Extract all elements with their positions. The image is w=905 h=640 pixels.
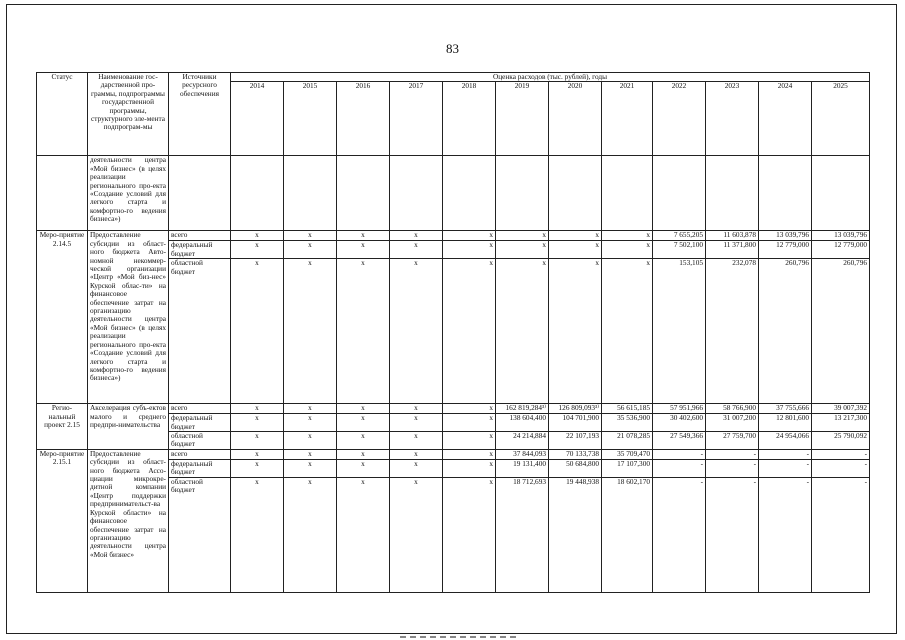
value-cell: 21 078,285 [602, 432, 653, 450]
value-cell: 11 603,878 [706, 231, 759, 241]
value-cell: x [284, 231, 337, 241]
value-cell: 24 214,884 [496, 432, 549, 450]
value-cell: x [443, 241, 496, 259]
year-header-2016: 2016 [337, 82, 390, 156]
value-cell: x [602, 241, 653, 259]
value-cell: - [759, 459, 812, 477]
value-cell: 50 684,800 [549, 459, 602, 477]
value-cell: 25 790,092 [812, 432, 870, 450]
value-cell: x [284, 477, 337, 592]
value-cell: x [284, 259, 337, 404]
value-cell: x [443, 404, 496, 414]
value-cell: x [549, 231, 602, 241]
value-cell: - [653, 449, 706, 459]
source-cell: областной бюджет [169, 477, 231, 592]
source-cell: областной бюджет [169, 259, 231, 404]
value-cell: 104 701,900 [549, 414, 602, 432]
value-cell: x [337, 432, 390, 450]
value-cell: x [337, 259, 390, 404]
value-cell: x [390, 404, 443, 414]
value-cell: 57 951,966 [653, 404, 706, 414]
value-cell: 126 809,093³⁾ [549, 404, 602, 414]
year-header-2024: 2024 [759, 82, 812, 156]
year-header-2018: 2018 [443, 82, 496, 156]
value-cell: x [231, 432, 284, 450]
source-cell: всего [169, 231, 231, 241]
year-header-2014: 2014 [231, 82, 284, 156]
value-cell: 260,796 [812, 259, 870, 404]
value-cell: x [602, 259, 653, 404]
value-cell: x [337, 459, 390, 477]
value-cell: - [653, 459, 706, 477]
table-row [37, 231, 870, 241]
value-cell: x [443, 432, 496, 450]
year-header-2017: 2017 [390, 82, 443, 156]
year-header-2022: 2022 [653, 82, 706, 156]
status-cell: Регио-нальный проект 2.15 [37, 404, 88, 450]
value-cell: 260,796 [759, 259, 812, 404]
value-cell: x [496, 241, 549, 259]
value-cell: x [602, 231, 653, 241]
table-row [37, 449, 870, 459]
value-cell: 37 755,666 [759, 404, 812, 414]
scan-artifact [400, 636, 520, 638]
value-cell: x [231, 414, 284, 432]
header-status: Статус [37, 73, 88, 156]
value-cell: 27 759,700 [706, 432, 759, 450]
year-header-2021: 2021 [602, 82, 653, 156]
value-cell: x [390, 459, 443, 477]
source-cell: федеральный бюджет [169, 414, 231, 432]
year-header-2019: 2019 [496, 82, 549, 156]
value-cell: 22 107,193 [549, 432, 602, 450]
source-cell: федеральный бюджет [169, 241, 231, 259]
value-cell: x [337, 449, 390, 459]
year-header-2025: 2025 [812, 82, 870, 156]
value-cell: x [284, 449, 337, 459]
value-cell: x [443, 414, 496, 432]
value-cell: x [231, 404, 284, 414]
value-cell: 13 039,796 [812, 231, 870, 241]
value-cell: 12 779,000 [759, 241, 812, 259]
value-cell: x [284, 241, 337, 259]
name-cell: Предоставление субсидии из област-ного бюджета Авто-номной некоммер-ческой организации «Центр «Мой биз-нес» Курской облас-ти» на финансовое обеспечение затрат на организацию деятельности центра «Мой бизнес» (в целях реализации регионального про-екта «Создание условий для легкого старта и комфортно-го ведения бизнеса») [88, 231, 169, 404]
source-cell: всего [169, 449, 231, 459]
value-cell: x [284, 414, 337, 432]
value-cell: 138 604,400 [496, 414, 549, 432]
value-cell: x [443, 231, 496, 241]
status-cell: Меро-приятие 2.14.5 [37, 231, 88, 404]
value-cell: 7 655,205 [653, 231, 706, 241]
value-cell: x [443, 259, 496, 404]
value-cell: x [496, 259, 549, 404]
value-cell: x [337, 231, 390, 241]
value-cell: 17 107,300 [602, 459, 653, 477]
value-cell: - [759, 477, 812, 592]
value-cell: 39 007,392 [812, 404, 870, 414]
status-cell [37, 156, 88, 231]
value-cell: 27 549,366 [653, 432, 706, 450]
budget-table [36, 72, 870, 593]
value-cell: 12 801,600 [759, 414, 812, 432]
value-cell: x [284, 459, 337, 477]
page-number: 83 [446, 41, 459, 56]
value-cell: x [231, 477, 284, 592]
table-row [37, 404, 870, 414]
value-cell: x [390, 432, 443, 450]
value-cell: - [812, 459, 870, 477]
value-cell: 19 131,400 [496, 459, 549, 477]
value-cell: x [443, 449, 496, 459]
year-header-2023: 2023 [706, 82, 759, 156]
value-cell: - [812, 477, 870, 592]
value-cell: x [337, 414, 390, 432]
value-cell: x [231, 449, 284, 459]
header-sources: Источники ресурсного обеспечения [169, 73, 231, 156]
value-cell: 11 371,800 [706, 241, 759, 259]
value-cell: - [759, 449, 812, 459]
value-cell: 18 602,170 [602, 477, 653, 592]
value-cell: 70 133,738 [549, 449, 602, 459]
value-cell: 232,078 [706, 259, 759, 404]
value-cell: 13 039,796 [759, 231, 812, 241]
value-cell: x [390, 231, 443, 241]
continuation-name: деятельности центра «Мой бизнес» (в целях реализации регионального про-екта «Создание условий для легкого старта и комфортно-го ведения бизнеса») [88, 156, 169, 231]
value-cell: x [337, 477, 390, 592]
value-cell: x [390, 414, 443, 432]
status-cell: Меро-приятие 2.15.1 [37, 449, 88, 592]
value-cell: - [706, 477, 759, 592]
value-cell: 13 217,300 [812, 414, 870, 432]
value-cell: - [706, 449, 759, 459]
value-cell: 31 007,200 [706, 414, 759, 432]
value-cell: - [653, 477, 706, 592]
source-cell: областной бюджет [169, 432, 231, 450]
value-cell: - [706, 459, 759, 477]
value-cell: 7 502,100 [653, 241, 706, 259]
value-cell: 56 615,185 [602, 404, 653, 414]
value-cell: x [231, 259, 284, 404]
value-cell: x [496, 231, 549, 241]
value-cell: 12 779,000 [812, 241, 870, 259]
value-cell: x [284, 432, 337, 450]
value-cell: 30 402,600 [653, 414, 706, 432]
name-cell: Предоставление субсидии из област-ного бюджета Ассо-циации микрокре-дитной компании «Центр поддержки предпринимательст-ва Курской области» на финансовое обеспечение затрат на организацию деятельности центра «Мой бизнес» [88, 449, 169, 592]
value-cell: 35 709,470 [602, 449, 653, 459]
value-cell: x [231, 231, 284, 241]
year-header-2020: 2020 [549, 82, 602, 156]
value-cell: x [390, 259, 443, 404]
value-cell: x [231, 241, 284, 259]
value-cell: x [390, 477, 443, 592]
year-header-2015: 2015 [284, 82, 337, 156]
source-cell: федеральный бюджет [169, 459, 231, 477]
value-cell: 35 536,900 [602, 414, 653, 432]
value-cell: x [390, 449, 443, 459]
value-cell: x [549, 259, 602, 404]
value-cell: 153,105 [653, 259, 706, 404]
value-cell: x [231, 459, 284, 477]
value-cell: x [337, 404, 390, 414]
value-cell: 19 448,938 [549, 477, 602, 592]
header-estimate: Оценка расходов (тыс. рублей), годы [231, 73, 870, 82]
source-cell [169, 156, 231, 231]
continuation-row [37, 156, 870, 231]
table-body [37, 156, 870, 592]
value-cell: 58 766,900 [706, 404, 759, 414]
value-cell: 24 954,066 [759, 432, 812, 450]
value-cell: 37 844,093 [496, 449, 549, 459]
value-cell: x [443, 477, 496, 592]
value-cell: 18 712,693 [496, 477, 549, 592]
header-name: Наименование гос-дарственной про-граммы, подпрограммы государственной программы, структурного эле-мента подпрограм-мы [88, 73, 169, 156]
value-cell: x [390, 241, 443, 259]
value-cell: - [812, 449, 870, 459]
value-cell: x [443, 459, 496, 477]
source-cell: всего [169, 404, 231, 414]
value-cell: x [549, 241, 602, 259]
value-cell: x [337, 241, 390, 259]
name-cell: Акселерация субъ-ектов малого и среднего предпри-нимательства [88, 404, 169, 450]
value-cell: 162 819,284³⁾ [496, 404, 549, 414]
value-cell: x [284, 404, 337, 414]
